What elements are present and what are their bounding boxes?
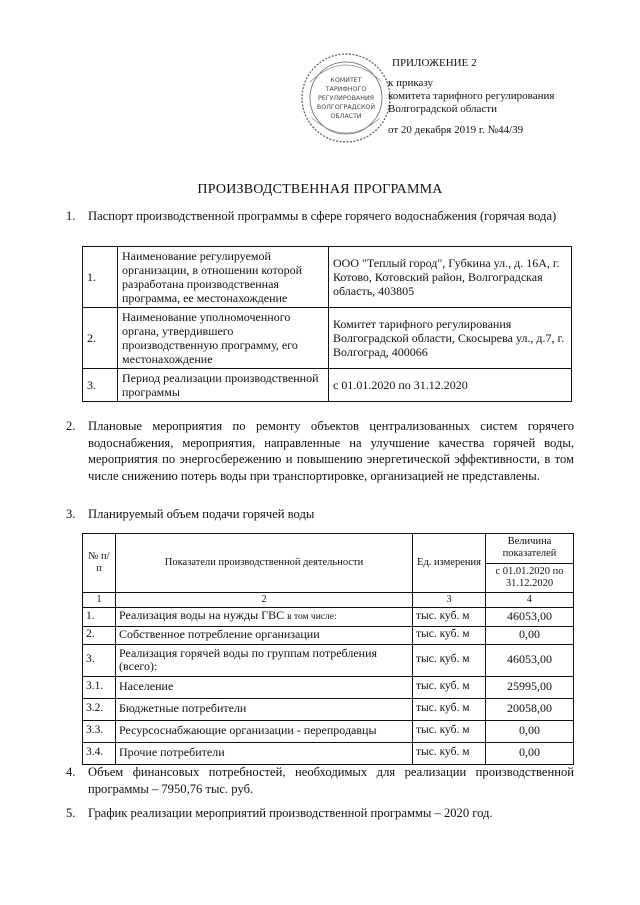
stamp-line: ТАРИФНОГО bbox=[325, 86, 367, 93]
row-number: 1. bbox=[83, 607, 116, 626]
column-number: 2 bbox=[116, 593, 413, 608]
row-number: 3. bbox=[83, 369, 118, 402]
table-header-row bbox=[83, 534, 574, 564]
row-number: 2. bbox=[83, 308, 118, 369]
row-unit: тыс. куб. м bbox=[413, 626, 486, 644]
row-unit: тыс. куб. м bbox=[413, 742, 486, 764]
row-value: 46053,00 bbox=[486, 644, 574, 676]
table-row bbox=[83, 742, 574, 764]
indicator-name: Реализация воды на нужды ГВС bbox=[119, 607, 285, 622]
table-row bbox=[83, 720, 574, 742]
stamp-line: ВОЛГОГРАДСКОЙ bbox=[316, 104, 376, 111]
header-number: № п/п bbox=[83, 534, 116, 593]
row-indicator: Прочие потребители bbox=[116, 742, 413, 764]
table-row bbox=[83, 247, 572, 308]
row-label: Наименование уполномоченного органа, утвердившего производственную программу, его местонахождение bbox=[118, 308, 329, 369]
stamp-line: РЕГУЛИРОВАНИЯ bbox=[317, 95, 375, 102]
row-unit: тыс. куб. м bbox=[413, 644, 486, 676]
row-value: ООО "Теплый город", Губкина ул., д. 16А, г. Котово, Котовский район, Волгоградская область, 403805 bbox=[329, 247, 572, 308]
row-number: 3.3. bbox=[83, 720, 116, 742]
section-text: График реализации мероприятий производственной программы – 2020 год. bbox=[88, 806, 493, 820]
row-indicator: Собственное потребление организации bbox=[116, 626, 413, 644]
column-number-row bbox=[83, 593, 574, 608]
row-unit: тыс. куб. м bbox=[413, 720, 486, 742]
row-value: 0,00 bbox=[486, 720, 574, 742]
section-3 bbox=[66, 506, 574, 524]
section-2 bbox=[66, 418, 574, 500]
row-indicator: Ресурсоснабжающие организации - перепродавцы bbox=[116, 720, 413, 742]
header-value: Величина показателей bbox=[486, 534, 574, 564]
row-unit: тыс. куб. м bbox=[413, 676, 486, 698]
row-value: с 01.01.2020 по 31.12.2020 bbox=[329, 369, 572, 402]
stamp-seal-icon bbox=[300, 52, 392, 144]
passport-table bbox=[82, 246, 572, 402]
stamp-line: ОБЛАСТИ bbox=[330, 113, 362, 120]
section-text: Планируемый объем подачи горячей воды bbox=[88, 507, 315, 521]
section-number: 1. bbox=[66, 209, 76, 223]
header-unit: Ед. измерения bbox=[413, 534, 486, 593]
section-number: 4. bbox=[66, 765, 76, 779]
section-1 bbox=[66, 208, 574, 242]
section-number: 3. bbox=[66, 507, 76, 521]
row-label: Период реализации производственной программы bbox=[118, 369, 329, 402]
row-number: 3.4. bbox=[83, 742, 116, 764]
row-indicator: Реализация горячей воды по группам потребления (всего): bbox=[116, 644, 413, 676]
section-text: Паспорт производственной программы в сфере горячего водоснабжения (горячая вода) bbox=[88, 209, 557, 223]
section-5 bbox=[66, 805, 574, 823]
row-number: 2. bbox=[83, 626, 116, 644]
document-title: ПРОИЗВОДСТВЕННАЯ ПРОГРАММА bbox=[197, 182, 443, 197]
table-row bbox=[83, 308, 572, 369]
row-number: 3. bbox=[83, 644, 116, 676]
header-indicator: Показатели производственной деятельности bbox=[116, 534, 413, 593]
official-stamp bbox=[300, 52, 392, 144]
row-label: Наименование регулируемой организации, в отношении которой разработана производственная программа, ее местонахождение bbox=[118, 247, 329, 308]
appendix-line: к приказу bbox=[388, 77, 434, 89]
table-row bbox=[83, 644, 574, 676]
column-number: 4 bbox=[486, 593, 574, 608]
appendix-line: комитета тарифного регулирования bbox=[388, 90, 555, 102]
row-value: 0,00 bbox=[486, 742, 574, 764]
row-number: 3.2. bbox=[83, 698, 116, 720]
row-number: 3.1. bbox=[83, 676, 116, 698]
row-value: 0,00 bbox=[486, 626, 574, 644]
table-row bbox=[83, 698, 574, 720]
row-value: 20058,00 bbox=[486, 698, 574, 720]
row-indicator: Население bbox=[116, 676, 413, 698]
column-number: 1 bbox=[83, 593, 116, 608]
section-number: 2. bbox=[66, 419, 76, 433]
table-row bbox=[83, 626, 574, 644]
column-number: 3 bbox=[413, 593, 486, 608]
row-value: 46053,00 bbox=[486, 607, 574, 626]
row-value: Комитет тарифного регулирования Волгоградской области, Скосырева ул., д.7, г. Волгоград, 400066 bbox=[329, 308, 572, 369]
table-row bbox=[83, 369, 572, 402]
appendix-line: Волгоградской области bbox=[388, 103, 497, 115]
row-unit: тыс. куб. м bbox=[413, 698, 486, 720]
appendix-line: от 20 декабря 2019 г. №44/39 bbox=[388, 124, 524, 136]
row-value: 25995,00 bbox=[486, 676, 574, 698]
row-indicator: Бюджетные потребители bbox=[116, 698, 413, 720]
row-unit: тыс. куб. м bbox=[413, 607, 486, 626]
section-4 bbox=[66, 764, 574, 798]
appendix-title: ПРИЛОЖЕНИЕ 2 bbox=[392, 57, 477, 69]
section-text: Плановые мероприятия по ремонту объектов централизованных систем горячего водоснабжения, мероприятия, направленные на улучшение качества горячей воды, мероприятия по энергосбережению и повышению энергетической эффективности, в том числе снижению потерь воды при транспортировке, организацией не представлены. bbox=[88, 419, 574, 483]
section-number: 5. bbox=[66, 806, 76, 820]
section-text: Объем финансовых потребностей, необходимых для реализации производственной программы – 7950,76 тыс. руб. bbox=[88, 765, 574, 796]
water-volume-table bbox=[82, 533, 574, 765]
table-row bbox=[83, 676, 574, 698]
row-indicator bbox=[116, 607, 413, 626]
header-period: с 01.01.2020 по 31.12.2020 bbox=[486, 563, 574, 593]
table-row bbox=[83, 607, 574, 626]
stamp-line: КОМИТЕТ bbox=[330, 77, 362, 84]
indicator-suffix: в том числе: bbox=[287, 611, 337, 622]
appendix-header bbox=[388, 57, 554, 137]
row-number: 1. bbox=[83, 247, 118, 308]
